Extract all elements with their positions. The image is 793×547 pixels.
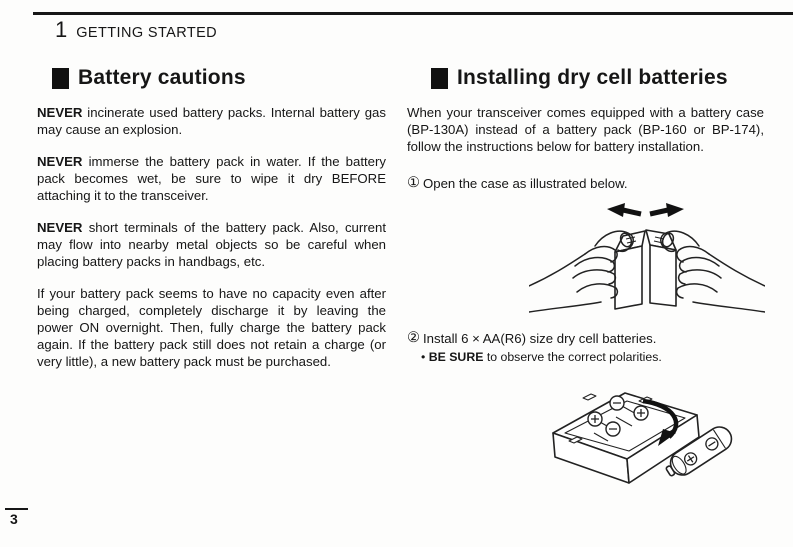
paragraph-never-short xyxy=(37,219,386,270)
paragraph-text: incinerate used battery packs. Internal battery gas may cause an explosion. xyxy=(37,105,386,137)
note-bold: BE SURE xyxy=(428,350,484,364)
bold-word: NEVER xyxy=(37,220,83,235)
step-1-marker: ① xyxy=(407,175,420,191)
paragraph-never-immerse xyxy=(37,153,386,204)
open-case-illustration xyxy=(529,200,765,322)
install-batteries-illustration xyxy=(539,375,767,503)
chapter-title: GETTING STARTED xyxy=(76,25,218,41)
step-2-marker: ② xyxy=(407,330,420,346)
section-marker-square-icon xyxy=(431,68,448,89)
installing-batteries-section xyxy=(407,66,764,503)
battery-cautions-section xyxy=(37,66,386,385)
step-1-open-case xyxy=(407,175,764,192)
footer-rule xyxy=(5,508,28,510)
chapter-header xyxy=(55,18,217,42)
section-marker-square-icon xyxy=(52,68,69,89)
bold-word: NEVER xyxy=(37,154,83,169)
intro-paragraph: When your transceiver comes equipped with a battery case (BP-130A) instead of a battery pack (BP-160 or BP-174), follow the instructions below for battery installation. xyxy=(407,105,764,154)
bold-word: NEVER xyxy=(37,105,83,120)
hands-outline xyxy=(529,231,765,312)
paragraph-text: short terminals of the battery pack. Also, current may flow into nearby metal objects so be careful when placing battery packs in handbags, etc. xyxy=(37,220,386,269)
paragraph-text: If your battery pack seems to have no capacity even after being charged, completely discharge it by leaving the power ON overnight. Then, fully charge the battery pack again. If the battery pack still does not retain a charge (or very little), a new battery pack must be purchased. xyxy=(37,286,386,369)
chapter-number: 1 xyxy=(55,17,68,42)
header-rule xyxy=(33,12,793,15)
page-number: 3 xyxy=(10,511,18,527)
step-1-text: Open the case as illustrated below. xyxy=(423,176,628,191)
paragraph-no-capacity xyxy=(37,285,386,370)
section-heading-battery-cautions xyxy=(52,66,386,90)
paragraph-never-incinerate xyxy=(37,104,386,138)
section-heading-label: Installing dry cell batteries xyxy=(457,66,728,89)
paragraph-text: immerse the battery pack in water. If the battery pack becomes wet, be sure to wipe it dry BEFORE attaching it to the transceiver. xyxy=(37,154,386,203)
section-heading-label: Battery cautions xyxy=(78,66,246,89)
bullet-icon: • xyxy=(421,350,426,364)
open-direction-arrows-icon xyxy=(607,203,684,217)
note-text: to observe the correct polarities. xyxy=(486,350,662,364)
step-2-install-batteries xyxy=(407,330,764,347)
battery-case-halves xyxy=(615,230,676,309)
step-2-text: Install 6 × AA(R6) size dry cell batteries. xyxy=(423,331,657,346)
section-heading-installing-batteries xyxy=(431,66,764,90)
polarity-note xyxy=(421,350,764,365)
